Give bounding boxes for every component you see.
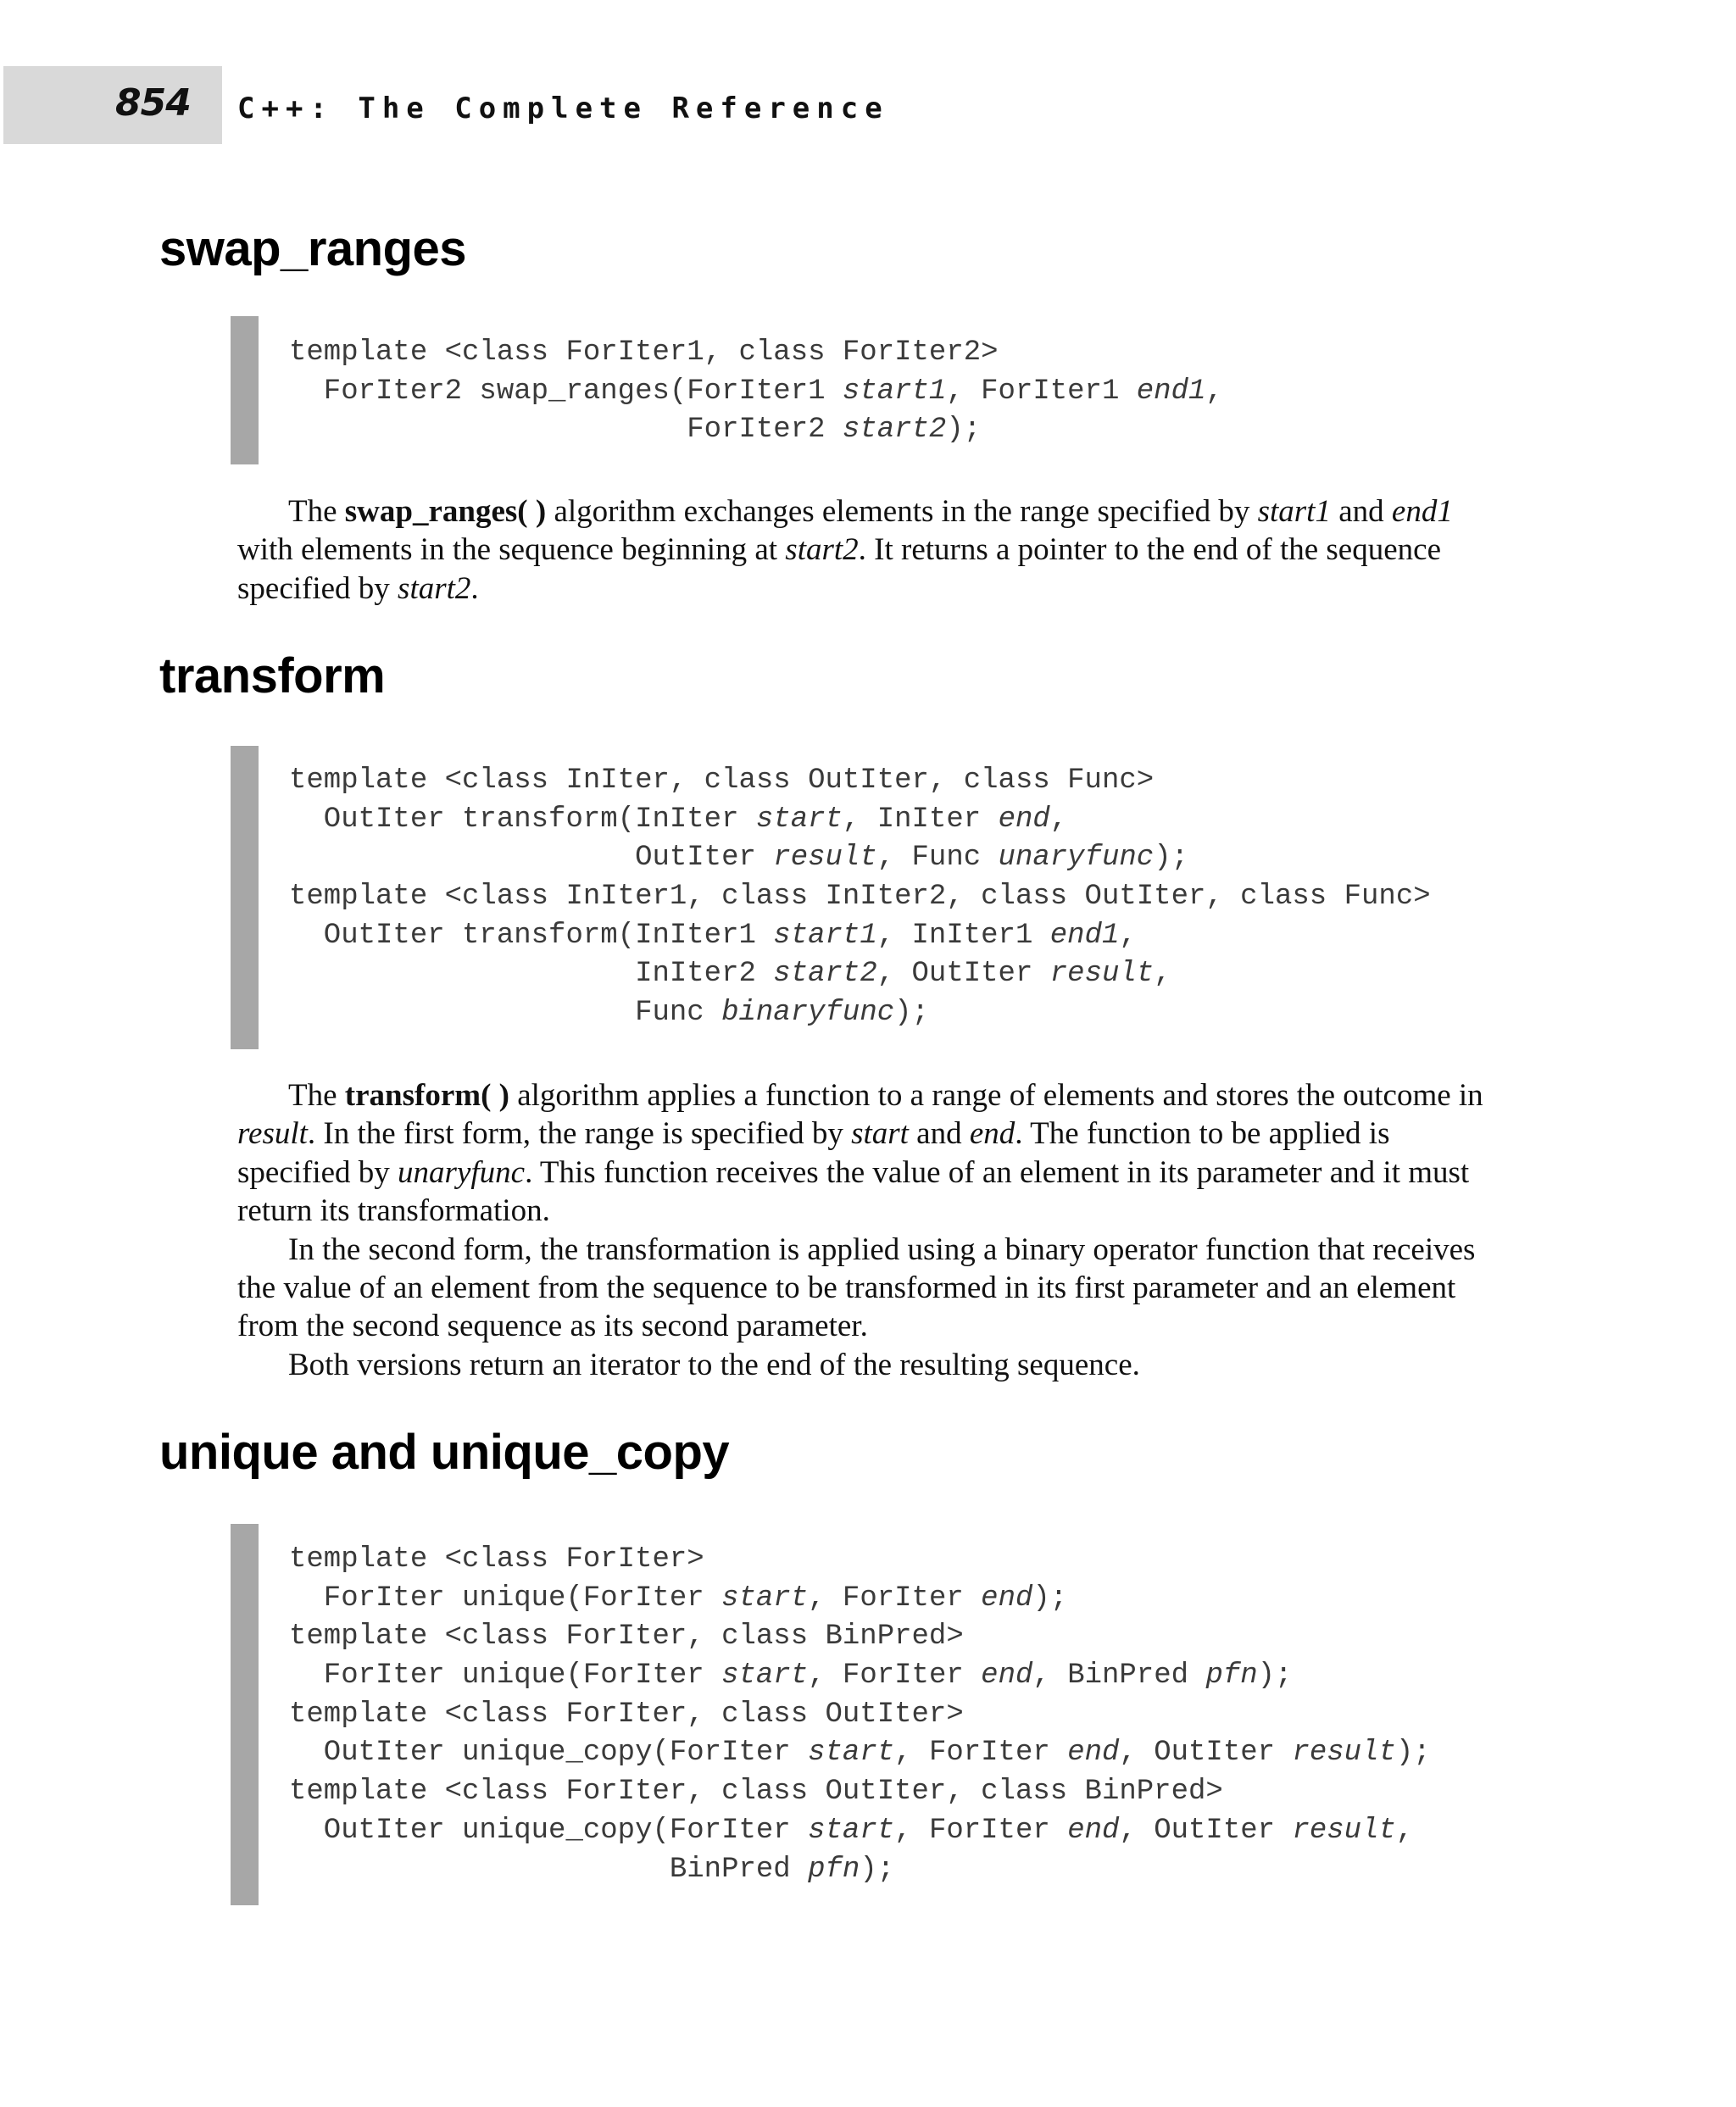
code-line: ForIter unique(ForIter start, ForIter end, BinPred pfn); <box>289 1659 1293 1693</box>
parameter-name: start <box>721 1659 809 1693</box>
code-line: template <class ForIter, class BinPred> <box>289 1621 964 1654</box>
code-line: OutIter result, Func unaryfunc); <box>289 842 1188 875</box>
code-block-unique <box>289 1541 1431 1889</box>
code-line: InIter2 start2, OutIter result, <box>289 958 1171 991</box>
code-line: OutIter transform(InIter start, InIter end, <box>289 803 1068 836</box>
code-line: OutIter unique_copy(ForIter start, ForIter end, OutIter result, <box>289 1814 1414 1847</box>
parameter-name: pfn <box>1205 1659 1258 1693</box>
parameter-name: start <box>808 1737 895 1770</box>
parameter-name: unaryfunc <box>998 842 1155 875</box>
code-line: template <class InIter, class OutIter, class Func> <box>289 764 1155 797</box>
paragraph: The transform( ) algorithm applies a function to a range of elements and stores the outcome in result. In the first form, the range is specified by start and end. The function to be applied is specified by unaryfunc. This function receives the value of an element in its parameter and it must return its transformation. <box>237 1078 1483 1229</box>
code-block-swap-ranges <box>289 334 1223 450</box>
description-swap-ranges <box>237 492 1492 608</box>
function-name: swap_ranges( ) <box>344 494 547 529</box>
parameter-name: start <box>851 1116 909 1152</box>
parameter-name: result <box>1292 1814 1396 1847</box>
code-line: OutIter transform(InIter1 start1, InIter1 end1, <box>289 919 1137 952</box>
parameter-name: end <box>1067 1814 1120 1847</box>
parameter-name: result <box>773 842 877 875</box>
parameter-name: end1 <box>1049 919 1120 952</box>
parameter-name: result <box>237 1116 308 1152</box>
description-transform <box>237 1076 1492 1384</box>
paragraph: Both versions return an iterator to the end of the resulting sequence. <box>288 1347 1140 1382</box>
page-number: 854 <box>115 81 191 125</box>
parameter-name: end <box>981 1582 1033 1615</box>
code-line: ForIter unique(ForIter start, ForIter end); <box>289 1582 1068 1615</box>
parameter-name: start1 <box>773 919 877 952</box>
code-block-bar <box>231 746 259 1049</box>
parameter-name: end <box>981 1659 1033 1693</box>
parameter-name: start2 <box>398 570 471 606</box>
code-line: ForIter2 start2); <box>289 414 982 447</box>
parameter-name: unaryfunc <box>398 1154 526 1190</box>
parameter-name: end1 <box>1391 494 1453 529</box>
parameter-name: result <box>1049 958 1155 991</box>
code-line: template <class ForIter> <box>289 1543 704 1576</box>
code-line: template <class InIter1, class InIter2, class OutIter, class Func> <box>289 881 1431 914</box>
parameter-name: end <box>969 1116 1015 1152</box>
section-heading-transform: transform <box>159 648 386 703</box>
parameter-name: start1 <box>1257 494 1331 529</box>
parameter-name: end1 <box>1136 375 1206 408</box>
parameter-name: start <box>808 1814 895 1847</box>
code-line: OutIter unique_copy(ForIter start, ForIter end, OutIter result); <box>289 1737 1431 1770</box>
paragraph: The swap_ranges( ) algorithm exchanges elements in the range specified by start1 and end1 with elements in the sequence beginning at start2. It returns a pointer to the end of the sequence specified by start2. <box>237 494 1453 606</box>
parameter-name: start2 <box>785 532 859 568</box>
parameter-name: end <box>998 803 1050 836</box>
section-heading-swap-ranges: swap_ranges <box>159 221 467 276</box>
parameter-name: start <box>721 1582 809 1615</box>
section-heading-unique: unique and unique_copy <box>159 1425 730 1480</box>
code-block-bar <box>231 1524 259 1905</box>
code-line: template <class ForIter1, class ForIter2> <box>289 336 999 369</box>
code-line: Func binaryfunc); <box>289 997 929 1030</box>
parameter-name: end <box>1067 1737 1120 1770</box>
parameter-name: pfn <box>808 1853 860 1886</box>
parameter-name: result <box>1292 1737 1396 1770</box>
running-title: C++: The Complete Reference <box>237 92 889 125</box>
code-line: BinPred pfn); <box>289 1853 895 1886</box>
parameter-name: start1 <box>842 375 947 408</box>
code-block-transform <box>289 762 1431 1033</box>
parameter-name: start <box>755 803 843 836</box>
code-line: ForIter2 swap_ranges(ForIter1 start1, ForIter1 end1, <box>289 375 1223 408</box>
parameter-name: start2 <box>842 414 947 447</box>
code-block-bar <box>231 316 259 464</box>
code-line: template <class ForIter, class OutIter, class BinPred> <box>289 1776 1223 1809</box>
paragraph: In the second form, the transformation is applied using a binary operator function that receives the value of an element from the sequence to be transformed in its first parameter and an element from the second sequence as its second parameter. <box>237 1231 1476 1344</box>
parameter-name: binaryfunc <box>721 997 895 1030</box>
code-line: template <class ForIter, class OutIter> <box>289 1698 964 1731</box>
parameter-name: start2 <box>773 958 877 991</box>
function-name: transform( ) <box>344 1078 509 1113</box>
